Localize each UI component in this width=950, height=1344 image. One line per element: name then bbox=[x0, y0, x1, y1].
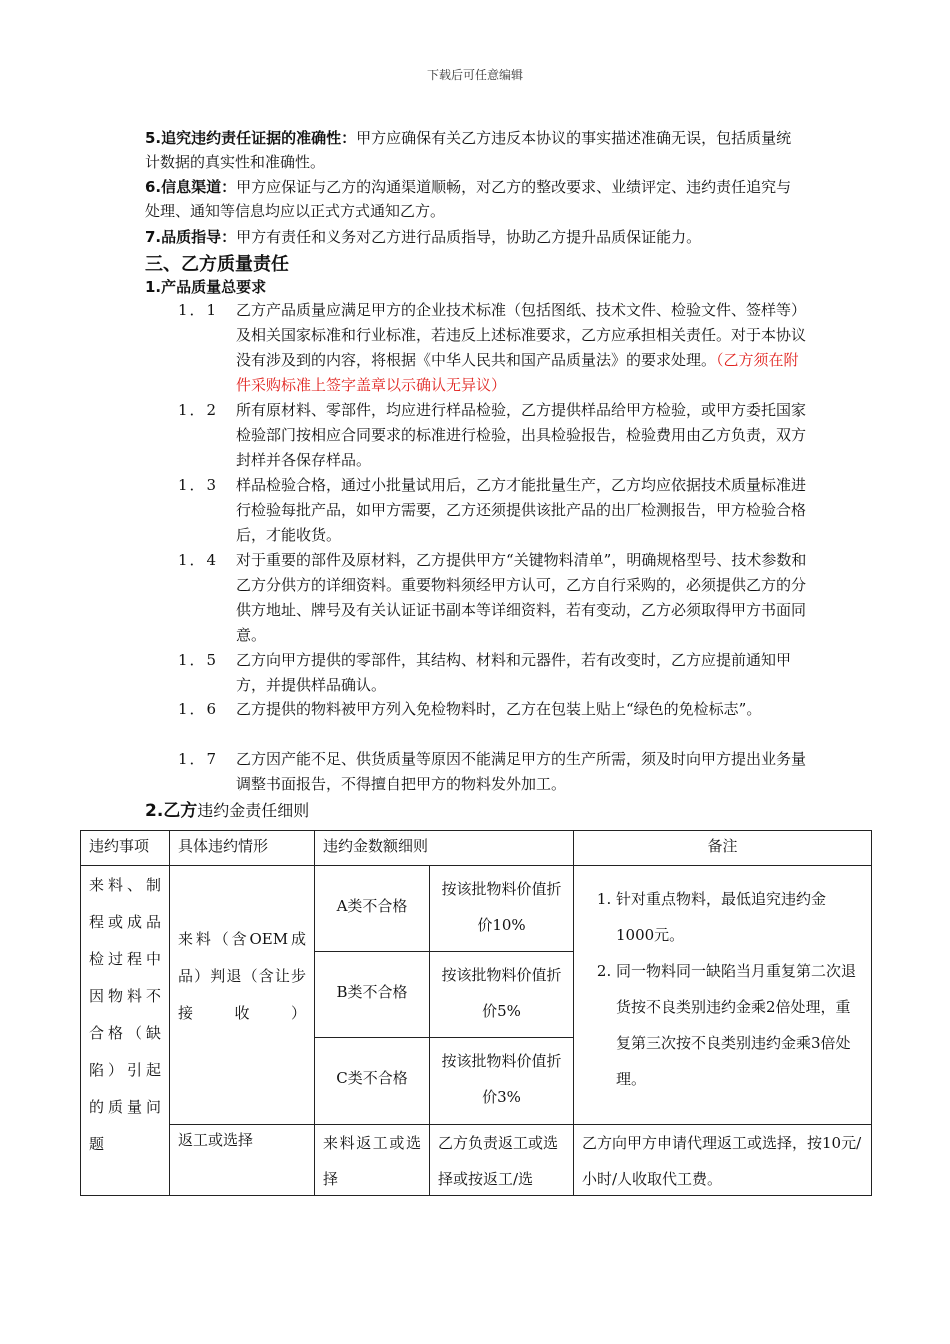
clause-text: 乙方提供的物料被甲方列入免检物料时，乙方在包装上贴上“绿色的免检标志”。 bbox=[236, 700, 762, 718]
clause-text: 样品检验合格，通过小批量试用后，乙方才能批量生产，乙方均应依据技术质量标准进行检验每批产品，如甲方需要，乙方还须提供该批产品的出厂检测报告，甲方检验合格后，才能收货。 bbox=[236, 476, 807, 544]
paragraph-text: 甲方应保证与乙方的沟通渠道顺畅，对乙方的整改要求、业绩评定、违约责任追究与处理、通知等信息均应以正式方式通知乙方。 bbox=[145, 178, 792, 220]
subsection-title: 1.产品质量总要求 bbox=[145, 278, 267, 296]
table-title-bold: 2.乙方 bbox=[145, 801, 198, 821]
header-note: 下载后可任意编辑 bbox=[426, 68, 523, 82]
remarks-cell bbox=[573, 865, 872, 1125]
paragraph-label: 6.信息渠道： bbox=[145, 178, 237, 196]
clause-number: 1．3 bbox=[178, 476, 219, 494]
grade-c-penalty: 按该批物料价值折价3% bbox=[429, 1037, 574, 1125]
paragraph-quality-guidance bbox=[145, 225, 805, 249]
remark-item: 2. 同一物料同一缺陷当月重复第二次退货按不良类别违约金乘2倍处理，重复第三次按不良类别违约金乘3倍处理。 bbox=[616, 953, 863, 1097]
paragraph-text: 甲方有责任和义务对乙方进行品质指导，协助乙方提升品质保证能力。 bbox=[236, 228, 702, 246]
clause-number: 1．7 bbox=[178, 750, 219, 768]
penalty-table bbox=[80, 830, 872, 1196]
table-header: 备注 bbox=[573, 830, 872, 866]
scenario-rework: 返工或选择 bbox=[169, 1124, 315, 1196]
clause-number: 1．6 bbox=[178, 700, 219, 718]
violation-category: 来料、制程或成品检过程中因物料不合格（缺陷）引起的质量问题 bbox=[80, 865, 170, 1196]
grade-a: A类不合格 bbox=[314, 865, 430, 952]
grade-b: B类不合格 bbox=[314, 951, 430, 1038]
clause-text: 乙方向甲方提供的零部件，其结构、材料和元器件，若有改变时，乙方应提前通知甲方，并提供样品确认。 bbox=[236, 651, 792, 694]
clause-number: 1．1 bbox=[178, 301, 219, 319]
remarks-list bbox=[582, 881, 863, 1097]
grade-c: C类不合格 bbox=[314, 1037, 430, 1125]
clause-text: 乙方因产能不足、供货质量等原因不能满足甲方的生产所需，须及时向甲方提出业务量调整书面报告，不得擅自把甲方的物料发外加工。 bbox=[236, 750, 807, 793]
clause-red-note: （乙方须在附件采购标准上签字盖章以示确认无异议） bbox=[236, 351, 799, 394]
grade-b-penalty: 按该批物料价值折价5% bbox=[429, 951, 574, 1038]
clause-number: 1．4 bbox=[178, 551, 219, 569]
paragraph-info-channel bbox=[145, 175, 805, 223]
clause-text: 对于重要的部件及原材料，乙方提供甲方“关键物料清单”，明确规格型号、技术参数和乙方分供方的详细资料。重要物料须经甲方认可，乙方自行采购的，必须提供乙方的分供方地址、牌号及有关认证证书副本等详细资料，若有变动，乙方必须取得甲方书面同意。 bbox=[236, 551, 807, 644]
grade-a-penalty: 按该批物料价值折价10% bbox=[429, 865, 574, 952]
scenario-rework-remark: 乙方向甲方申请代理返工或选择，按10元/小时/人收取代工费。 bbox=[573, 1124, 872, 1196]
scenario-reject: 来料（含OEM成品）判退（含让步接收） bbox=[169, 865, 315, 1125]
clause-number: 1．5 bbox=[178, 651, 219, 669]
paragraph-label: 7.品质指导： bbox=[145, 228, 237, 246]
clause-text: 乙方产品质量应满足甲方的企业技术标准（包括图纸、技术文件、检验文件、签样等）及相关国家标准和行业标准，若违反上述标准要求，乙方应承担相关责任。对于本协议没有涉及到的内容，将根据《中华人民共和国产品质量法》的要求处理。（乙方须在附件采购标准上签字盖章以示确认无异议） bbox=[236, 301, 807, 394]
paragraph-text: 甲方应确保有关乙方违反本协议的事实描述准确无误，包括质量统计数据的真实性和准确性。 bbox=[145, 129, 792, 171]
remark-item: 1. 针对重点物料，最低追究违约金1000元。 bbox=[616, 881, 863, 953]
table-header: 具体违约情形 bbox=[169, 830, 315, 866]
table-header: 违约事项 bbox=[80, 830, 170, 866]
table-title-rest: 违约金责任细则 bbox=[197, 801, 310, 820]
section-title: 三、乙方质量责任 bbox=[145, 254, 289, 275]
clause-text: 所有原材料、零部件，均应进行样品检验，乙方提供样品给甲方检验，或甲方委托国家检验部门按相应合同要求的标准进行检验，出具检验报告，检验费用由乙方负责，双方封样并各保存样品。 bbox=[236, 401, 807, 469]
scenario-rework-penalty: 乙方负责返工或选择或按返工/选 bbox=[429, 1124, 574, 1196]
paragraph-evidence-accuracy bbox=[145, 126, 805, 174]
clause-number: 1．2 bbox=[178, 401, 219, 419]
paragraph-label: 5.追究违约责任证据的准确性： bbox=[145, 129, 357, 147]
table-header: 违约金数额细则 bbox=[314, 830, 574, 866]
table-title bbox=[145, 796, 309, 821]
scenario-rework-type: 来料返工或选择 bbox=[314, 1124, 430, 1196]
